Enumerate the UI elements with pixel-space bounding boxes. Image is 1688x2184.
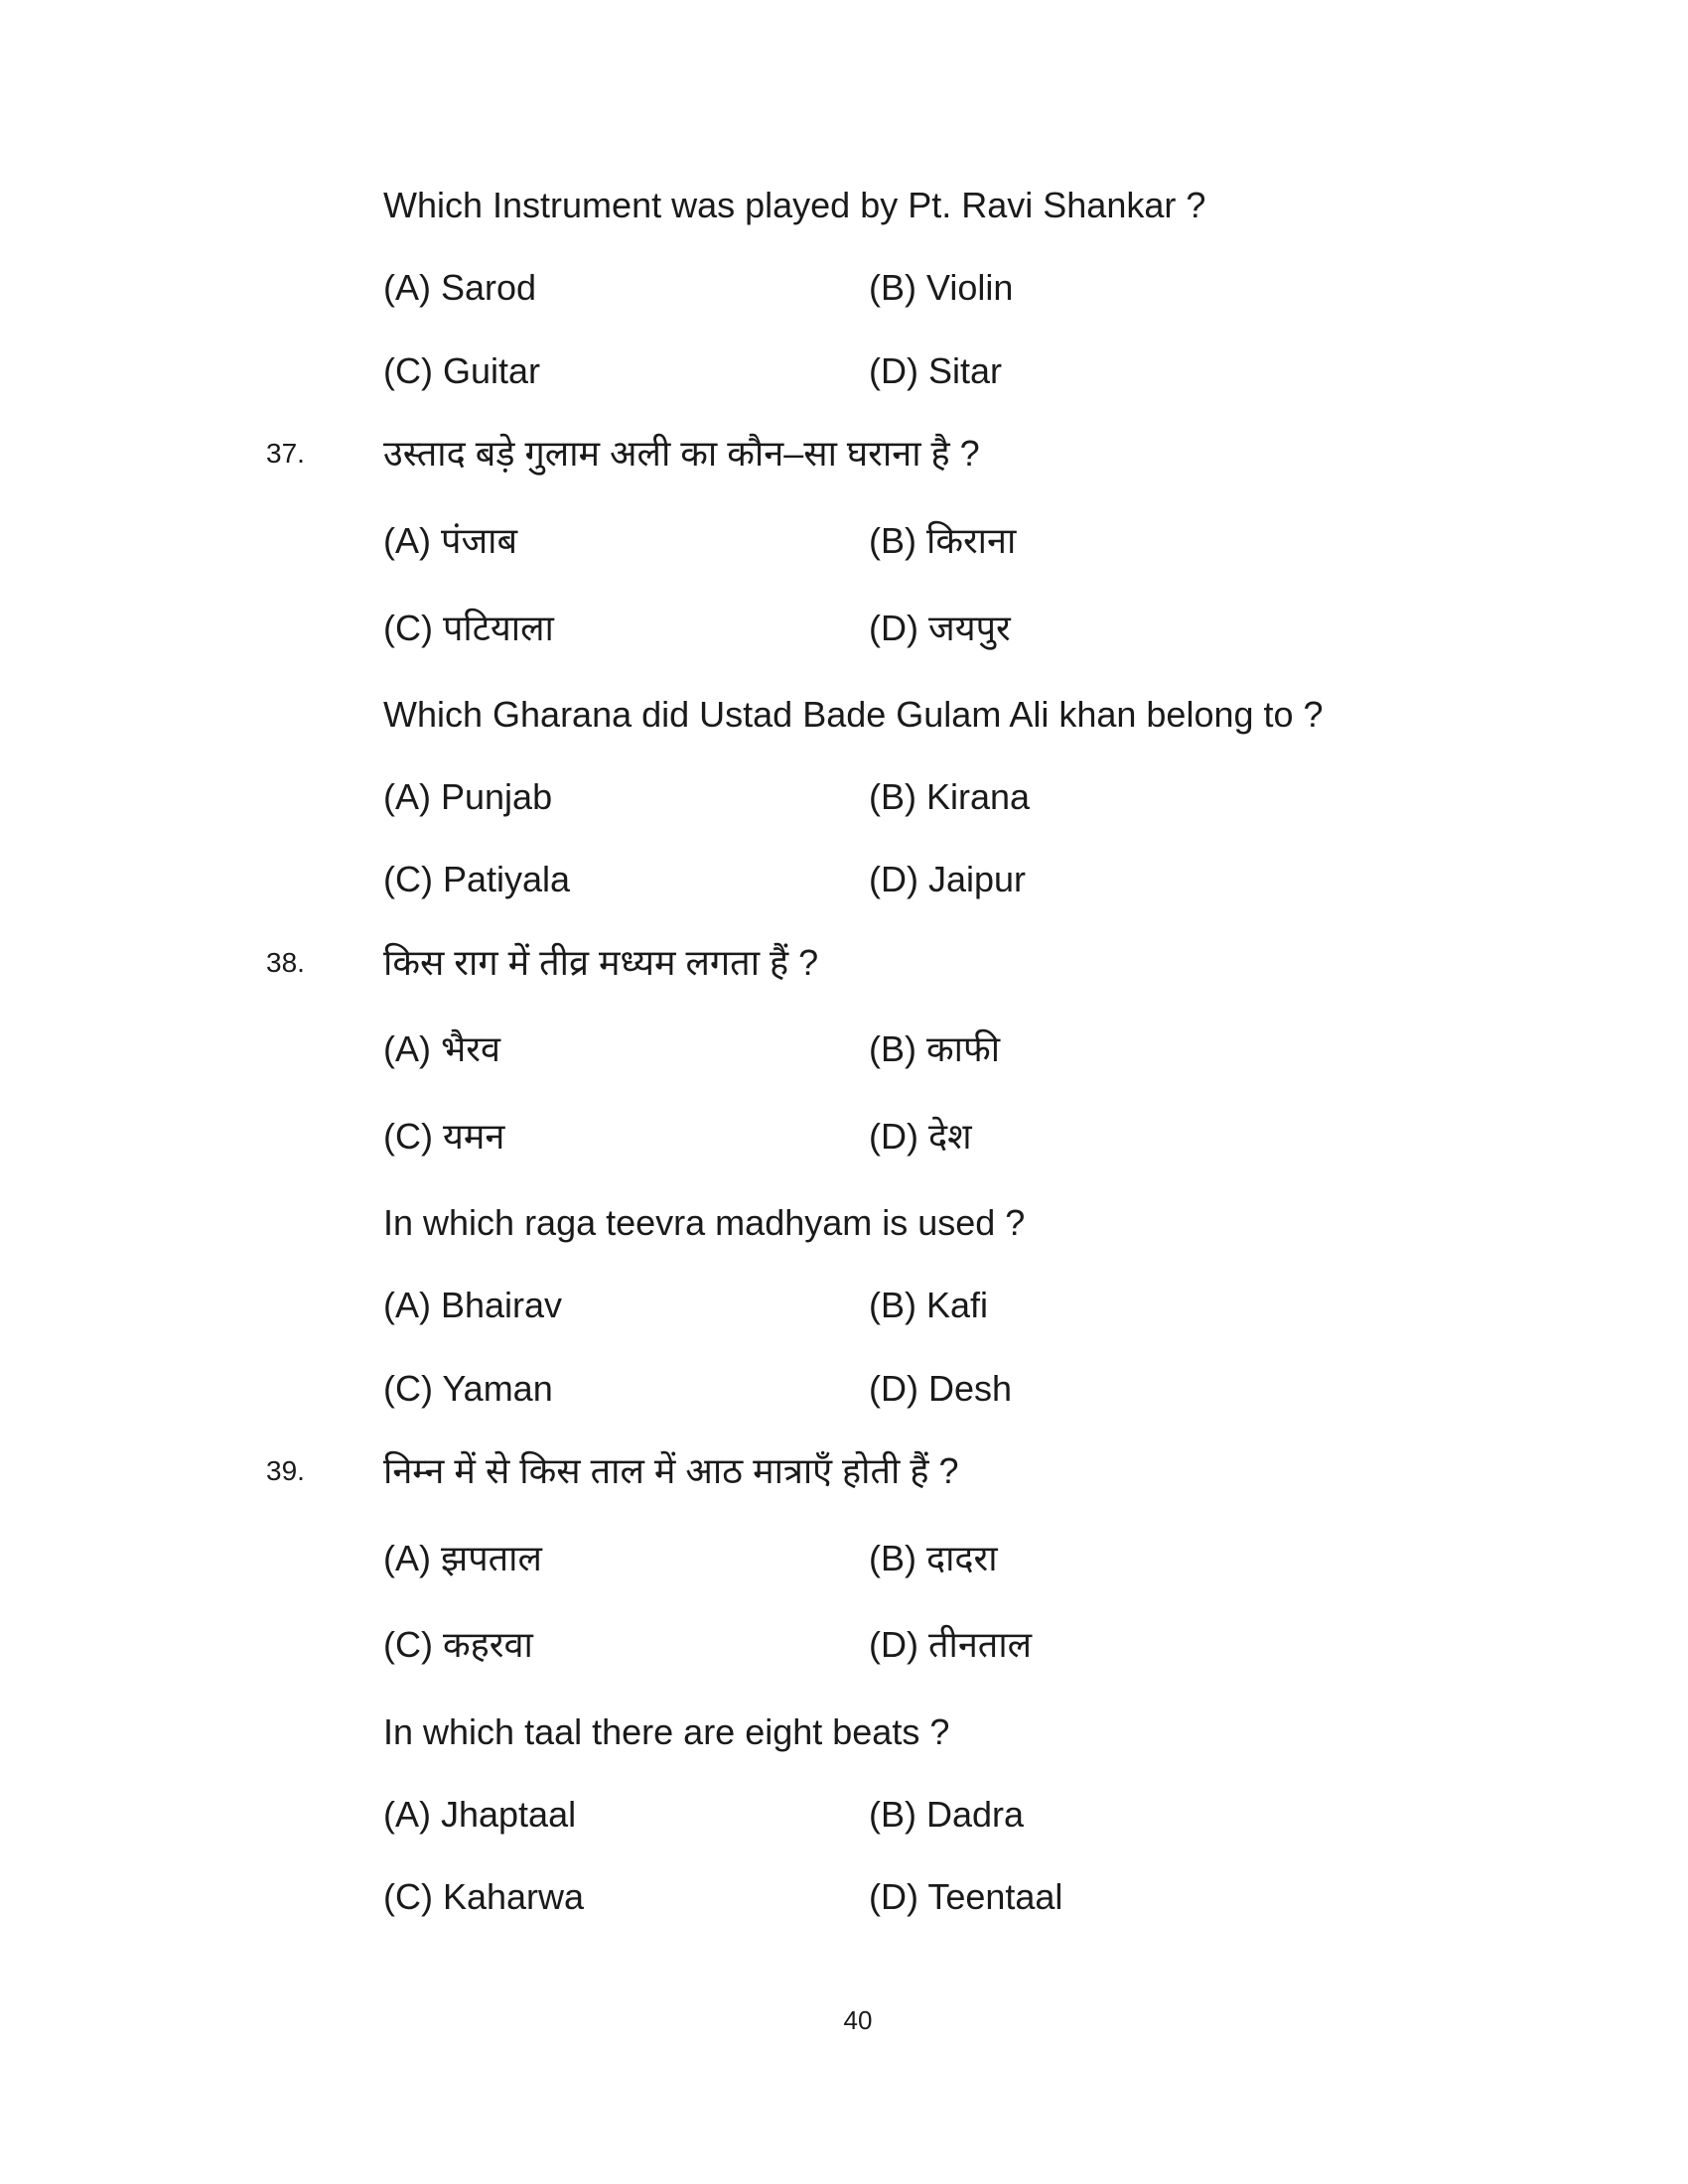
option-a: (A) Bhairav xyxy=(383,1285,563,1325)
option-b: (B) Kirana xyxy=(869,776,1031,817)
option-a: (A) Jhaptaal xyxy=(383,1794,577,1835)
option-d: (D) Desh xyxy=(869,1368,1013,1409)
option-c: (C) यमन xyxy=(383,1116,505,1157)
option-b: (B) काफी xyxy=(869,1028,1001,1069)
option-a: (A) पंजाब xyxy=(383,520,518,561)
question-text: निम्न में से किस ताल में आठ मात्राएँ होती हैं ? xyxy=(383,1450,959,1491)
question-text: In which raga teevra madhyam is used ? xyxy=(383,1202,1026,1243)
option-d: (D) तीनताल xyxy=(869,1624,1033,1665)
option-b: (B) किराना xyxy=(869,520,1017,561)
question-number: 37. xyxy=(266,438,305,469)
option-b: (B) Kafi xyxy=(869,1285,989,1325)
question-text: किस राग में तीव्र मध्यम लगता हैं ? xyxy=(383,942,819,983)
option-c: (C) कहरवा xyxy=(383,1624,533,1665)
option-d: (D) जयपुर xyxy=(869,608,1011,648)
question-number: 39. xyxy=(266,1455,305,1486)
question-text: In which taal there are eight beats ? xyxy=(383,1711,950,1752)
option-a: (A) Punjab xyxy=(383,776,553,817)
option-c: (C) Yaman xyxy=(383,1368,553,1409)
question-text: Which Instrument was played by Pt. Ravi Shankar ? xyxy=(383,185,1206,225)
question-text: Which Gharana did Ustad Bade Gulam Ali khan belong to ? xyxy=(383,694,1324,735)
option-c: (C) Patiyala xyxy=(383,859,571,899)
option-a: (A) Sarod xyxy=(383,267,537,308)
option-a: (A) भैरव xyxy=(383,1028,501,1069)
option-c: (C) Kaharwa xyxy=(383,1876,585,1917)
page-number: 40 xyxy=(843,2005,873,2035)
option-c: (C) पटियाला xyxy=(383,608,554,648)
option-d: (D) देश xyxy=(869,1116,972,1157)
option-c: (C) Guitar xyxy=(383,350,541,391)
question-number: 38. xyxy=(266,947,305,978)
option-d: (D) Teentaal xyxy=(869,1876,1063,1917)
option-a: (A) झपताल xyxy=(383,1538,542,1578)
option-b: (B) Dadra xyxy=(869,1794,1025,1835)
option-d: (D) Sitar xyxy=(869,350,1002,391)
option-b: (B) दादरा xyxy=(869,1538,998,1578)
question-text: उस्ताद बड़े गुलाम अली का कौन–सा घराना है ? xyxy=(383,433,980,474)
option-d: (D) Jaipur xyxy=(869,859,1027,899)
option-b: (B) Violin xyxy=(869,267,1014,308)
